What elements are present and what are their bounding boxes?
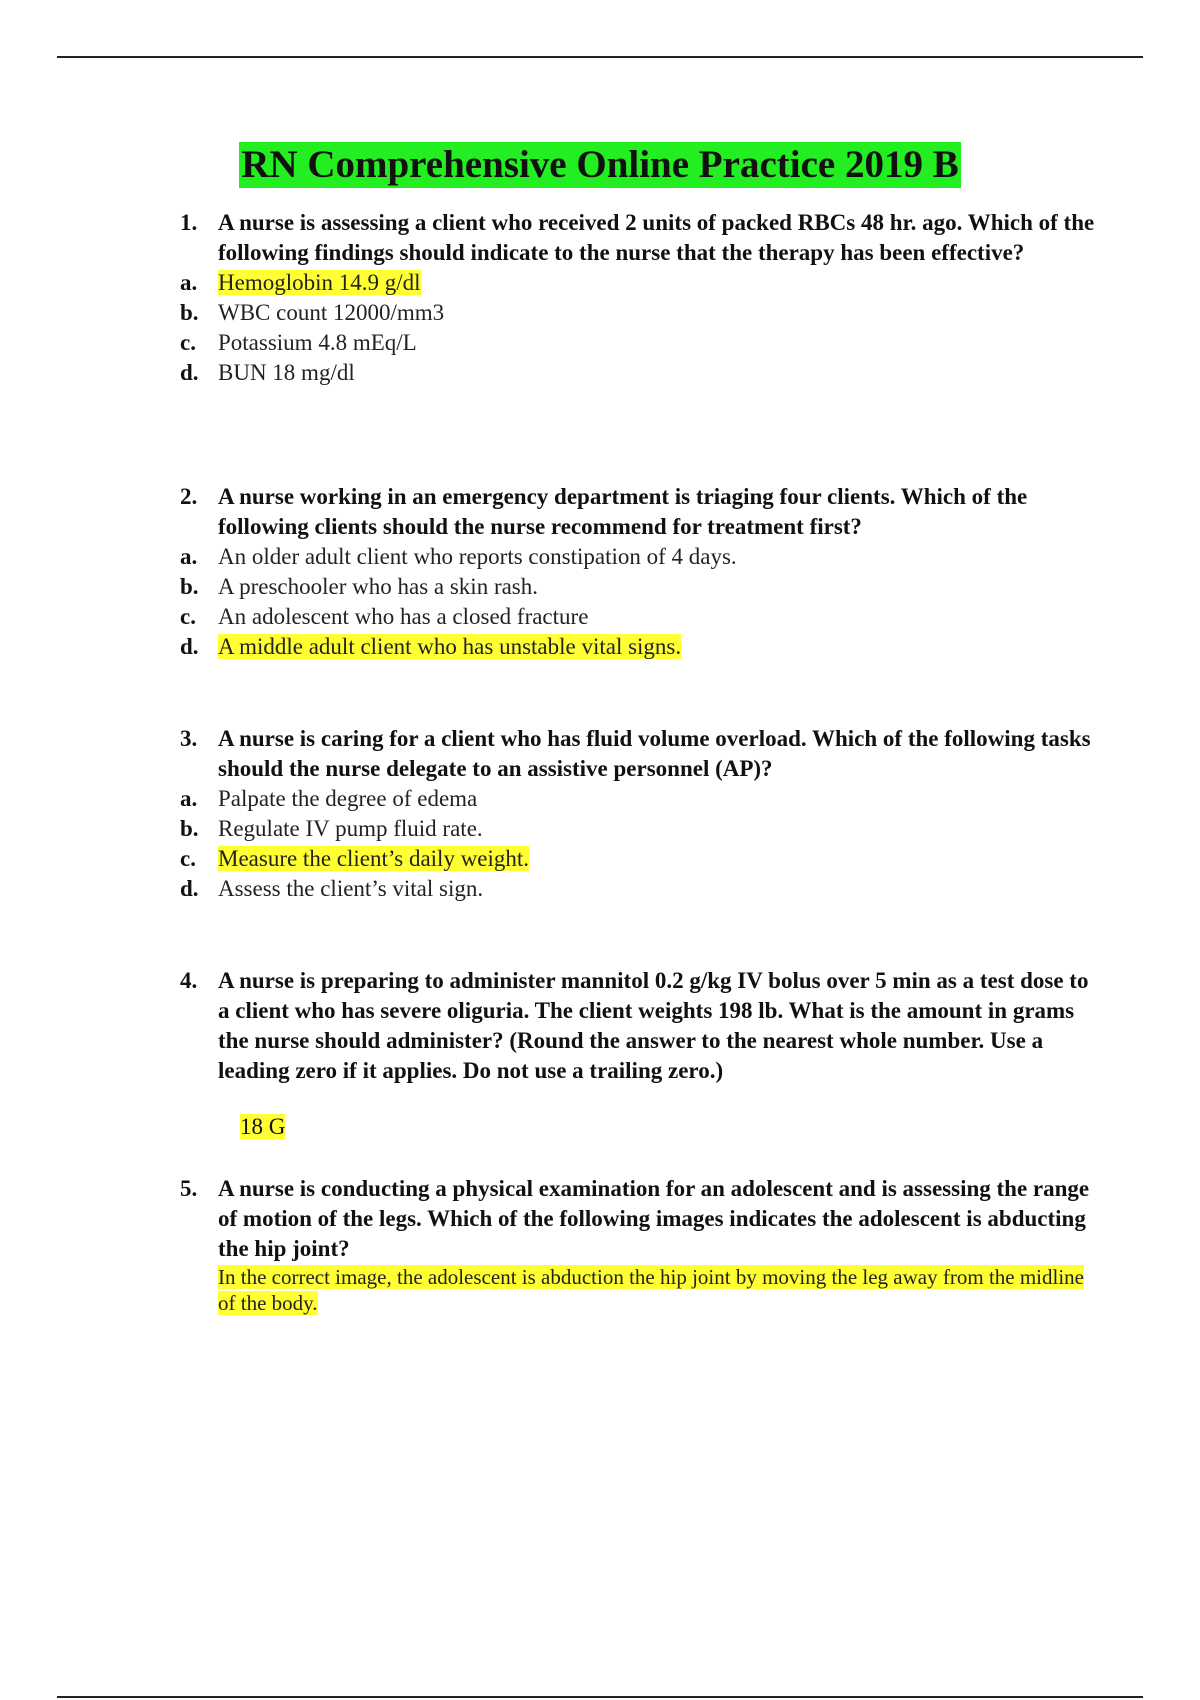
question-3 bbox=[180, 724, 1100, 904]
option-letter: b. bbox=[180, 300, 199, 325]
question-number: 5. bbox=[180, 1176, 198, 1201]
option-text-correct: Hemoglobin 14.9 g/dl bbox=[218, 270, 421, 295]
option-d bbox=[180, 874, 1100, 904]
question-stem bbox=[180, 724, 1100, 784]
option-letter: c. bbox=[180, 604, 196, 629]
option-text: BUN 18 mg/dl bbox=[218, 360, 355, 385]
question-4 bbox=[180, 966, 1100, 1142]
option-letter: b. bbox=[180, 574, 199, 599]
option-d bbox=[180, 632, 1100, 662]
question-stem bbox=[180, 208, 1100, 268]
answer-text: 18 G bbox=[240, 1114, 286, 1139]
option-text: An adolescent who has a closed fracture bbox=[218, 604, 589, 629]
option-text-correct: A middle adult client who has unstable vital signs. bbox=[218, 634, 682, 659]
option-a bbox=[180, 784, 1100, 814]
question-1 bbox=[180, 208, 1100, 388]
option-d bbox=[180, 358, 1100, 388]
option-text: An older adult client who reports constipation of 4 days. bbox=[218, 544, 737, 569]
option-letter: a. bbox=[180, 270, 198, 295]
answer-explanation bbox=[180, 1264, 1100, 1316]
question-2 bbox=[180, 482, 1100, 662]
question-stem bbox=[180, 966, 1100, 1086]
question-number: 1. bbox=[180, 210, 198, 235]
option-a bbox=[180, 542, 1100, 572]
option-c bbox=[180, 328, 1100, 358]
page-title: RN Comprehensive Online Practice 2019 B bbox=[241, 143, 959, 186]
question-text: A nurse is conducting a physical examination for an adolescent and is assessing the range of motion of the legs. Which of the following images indicates the adolescent is abducting the hip joint? bbox=[218, 1176, 1090, 1261]
option-text: Assess the client’s vital sign. bbox=[218, 876, 484, 901]
option-text: Regulate IV pump fluid rate. bbox=[218, 816, 483, 841]
option-c bbox=[180, 602, 1100, 632]
option-b bbox=[180, 572, 1100, 602]
option-letter: d. bbox=[180, 876, 199, 901]
option-a bbox=[180, 268, 1100, 298]
question-text: A nurse is assessing a client who received 2 units of packed RBCs 48 hr. ago. Which of the following findings should indicate to the nurse that the therapy has been effective? bbox=[218, 210, 1095, 265]
option-letter: a. bbox=[180, 786, 198, 811]
answer-value bbox=[240, 1112, 1100, 1142]
option-letter: a. bbox=[180, 544, 198, 569]
option-b bbox=[180, 814, 1100, 844]
question-5 bbox=[180, 1174, 1100, 1316]
question-number: 3. bbox=[180, 726, 198, 751]
option-letter: d. bbox=[180, 634, 199, 659]
question-stem bbox=[180, 482, 1100, 542]
question-stem bbox=[180, 1174, 1100, 1264]
option-text: Potassium 4.8 mEq/L bbox=[218, 330, 417, 355]
option-text-correct: Measure the client’s daily weight. bbox=[218, 846, 530, 871]
option-c bbox=[180, 844, 1100, 874]
header-rule bbox=[57, 56, 1143, 58]
option-letter: b. bbox=[180, 816, 199, 841]
option-letter: d. bbox=[180, 360, 199, 385]
option-text: WBC count 12000/mm3 bbox=[218, 300, 445, 325]
question-text: A nurse is preparing to administer mannitol 0.2 g/kg IV bolus over 5 min as a test dose to a client who has severe oliguria. The client weights 198 lb. What is the amount in grams the nurse should administer? (Round the answer to the nearest whole number. Use a leading zero if it applies. Do not use a trailing zero.) bbox=[218, 968, 1089, 1083]
question-number: 4. bbox=[180, 968, 198, 993]
question-text: A nurse is caring for a client who has fluid volume overload. Which of the following tasks should the nurse delegate to an assistive personnel (AP)? bbox=[218, 726, 1091, 781]
title-wrap bbox=[0, 142, 1200, 188]
option-b bbox=[180, 298, 1100, 328]
footer-rule bbox=[57, 1696, 1143, 1698]
option-letter: c. bbox=[180, 846, 196, 871]
option-text: A preschooler who has a skin rash. bbox=[218, 574, 539, 599]
explanation-text: In the correct image, the adolescent is abduction the hip joint by moving the leg away from the midline of the body. bbox=[218, 1265, 1085, 1315]
option-text: Palpate the degree of edema bbox=[218, 786, 478, 811]
question-text: A nurse working in an emergency department is triaging four clients. Which of the following clients should the nurse recommend for treatment first? bbox=[218, 484, 1028, 539]
question-number: 2. bbox=[180, 484, 198, 509]
option-letter: c. bbox=[180, 330, 196, 355]
